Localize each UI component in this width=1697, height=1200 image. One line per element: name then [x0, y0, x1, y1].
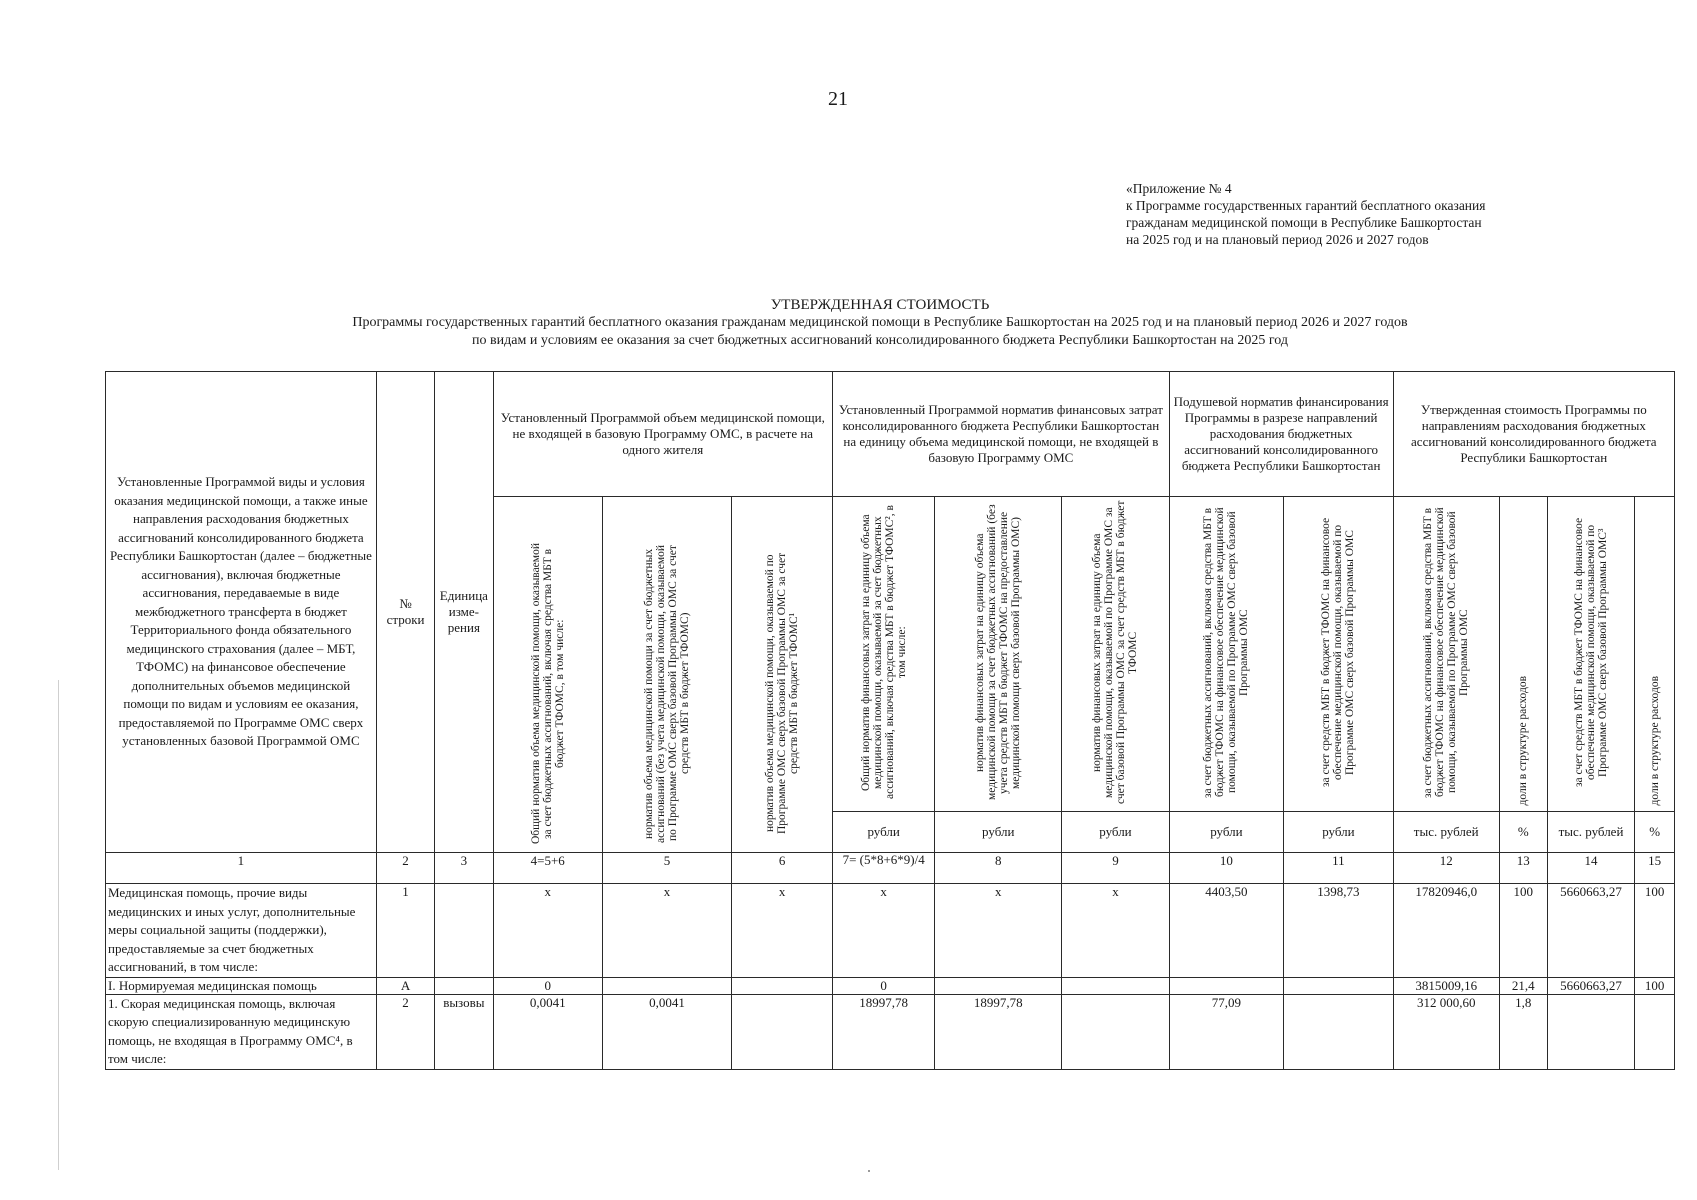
header-col-15: доли в структуре расходов	[1635, 497, 1675, 812]
cell-c12: 312 000,60	[1393, 994, 1499, 1069]
column-numbering-row	[106, 853, 1675, 884]
cell-c6	[732, 994, 833, 1069]
appendix-line: «Приложение № 4	[1126, 181, 1232, 196]
header-col-7: Общий норматив финансовых затрат на единицу объема медицинской помощи, оказываемой за счет бюджетных ассигнований, включая средства МБТ в бюджет ТФОМС², в том числе:	[833, 497, 935, 812]
unit-col-13: %	[1499, 812, 1547, 853]
column-number: 15	[1635, 853, 1675, 884]
unit-col-15: %	[1635, 812, 1675, 853]
header-group-cost: Утвержденная стоимость Программы по направлениям расходования бюджетных ассигнований консолидированного бюджета Республики Башкортостан	[1393, 372, 1674, 497]
cell-c12: 17820946,0	[1393, 884, 1499, 978]
row-line-number: 2	[376, 994, 434, 1069]
table-row	[106, 884, 1675, 978]
cell-c6: х	[732, 884, 833, 978]
cell-c5: х	[602, 884, 731, 978]
cell-c13: 21,4	[1499, 977, 1547, 994]
cell-c10	[1169, 977, 1284, 994]
cell-c9	[1062, 994, 1169, 1069]
cell-c5: 0,0041	[602, 994, 731, 1069]
column-number: 13	[1499, 853, 1547, 884]
cell-c14	[1547, 994, 1635, 1069]
cell-c13: 1,8	[1499, 994, 1547, 1069]
header-col-5: норматив объема медицинской помощи за счет бюджетных ассигнований (без учета медицинской помощи, оказываемой по Программе ОМС сверх базовой Программы ОМС за счет средств МБТ в бюджет ТФОМС)	[602, 497, 731, 853]
column-number: 1	[106, 853, 377, 884]
cell-c10: 77,09	[1169, 994, 1284, 1069]
cell-c11	[1284, 994, 1393, 1069]
header-col-10: за счет бюджетных ассигнований, включая средства МБТ в бюджет ТФОМС на финансовое обеспечение медицинской помощи, оказываемой по Программе ОМС сверх базовой Программы ОМС	[1169, 497, 1284, 812]
cell-c8: 18997,78	[935, 994, 1062, 1069]
row-line-number: 1	[376, 884, 434, 978]
column-number: 4=5+6	[493, 853, 602, 884]
cell-c6	[732, 977, 833, 994]
cell-c12: 3815009,16	[1393, 977, 1499, 994]
table-row	[106, 994, 1675, 1069]
scan-margin-line	[58, 680, 59, 1170]
unit-col-9: рубли	[1062, 812, 1169, 853]
column-number: 3	[435, 853, 493, 884]
column-number: 10	[1169, 853, 1284, 884]
header-col-1: Установленные Программой виды и условия оказания медицинской помощи, а также иные направления расходования бюджетных ассигнований консолидированного бюджета Республики Башкортостан (далее – бюджетные ассигнования), включая бюджетные ассигнования, передаваемые в виде межбюджетного трансферта в бюджет Территориального фонда обязательного медицинского страхования (далее – МБТ, ТФОМС) на финансовое обеспечение дополнительных объемов медицинской помощи по видам и условиям ее оказания, предоставляемой по Программе ОМС сверх установленных базовой Программой ОМС	[106, 372, 377, 853]
appendix-note	[1126, 180, 1485, 248]
row-name: Медицинская помощь, прочие виды медицинских и иных услуг, дополнительные меры социальной защиты (поддержки), предоставляемые за счет бюджетных ассигнований, в том числе:	[106, 884, 377, 978]
row-unit	[435, 977, 493, 994]
cell-c4: х	[493, 884, 602, 978]
cell-c14: 5660663,27	[1547, 884, 1635, 978]
scan-speck	[868, 1170, 870, 1172]
document-subtitle: Программы государственных гарантий бесплатного оказания гражданам медицинской помощи в Республике Башкортостан на 2025 год и на плановый период 2026 и 2027 годов	[352, 315, 1408, 330]
column-number: 5	[602, 853, 731, 884]
cell-c5	[602, 977, 731, 994]
column-number: 11	[1284, 853, 1393, 884]
cell-c9	[1062, 977, 1169, 994]
column-number: 12	[1393, 853, 1499, 884]
cost-table	[105, 371, 1675, 1070]
page-number: 21	[828, 88, 848, 110]
document-title: УТВЕРЖДЕННАЯ СТОИМОСТЬ	[770, 297, 990, 313]
row-line-number: А	[376, 977, 434, 994]
cell-c7: х	[833, 884, 935, 978]
cell-c15: 100	[1635, 884, 1675, 978]
column-number: 14	[1547, 853, 1635, 884]
cell-c15: 100	[1635, 977, 1675, 994]
cell-c15	[1635, 994, 1675, 1069]
header-col-14: за счет средств МБТ в бюджет ТФОМС на финансовое обеспечение медицинской помощи, оказываемой по Программе ОМС сверх базовой Программы ОМС³	[1547, 497, 1635, 812]
header-row-groups	[106, 372, 1675, 497]
header-group-percapita: Подушевой норматив финансирования Программы в разрезе направлений расходования бюджетных ассигнований консолидированного бюджета Республики Башкортостан	[1169, 372, 1393, 497]
row-unit: вызовы	[435, 994, 493, 1069]
cell-c8: х	[935, 884, 1062, 978]
header-col-11: за счет средств МБТ в бюджет ТФОМС на финансовое обеспечение медицинской помощи, оказываемой по Программе ОМС сверх базовой Программы ОМС	[1284, 497, 1393, 812]
unit-col-12: тыс. рублей	[1393, 812, 1499, 853]
cell-c9: х	[1062, 884, 1169, 978]
column-number: 2	[376, 853, 434, 884]
unit-col-11: рубли	[1284, 812, 1393, 853]
cell-c10: 4403,50	[1169, 884, 1284, 978]
column-number: 7= (5*8+6*9)/4	[833, 853, 935, 884]
header-col-2: № строки	[376, 372, 434, 853]
cell-c11	[1284, 977, 1393, 994]
column-number: 6	[732, 853, 833, 884]
unit-col-14: тыс. рублей	[1547, 812, 1635, 853]
appendix-line: гражданам медицинской помощи в Республике Башкортостан	[1126, 215, 1482, 230]
cell-c4: 0,0041	[493, 994, 602, 1069]
cell-c7: 0	[833, 977, 935, 994]
column-number: 9	[1062, 853, 1169, 884]
column-number: 8	[935, 853, 1062, 884]
row-name: 1. Скорая медицинская помощь, включая скорую специализированную медицинскую помощь, не входящая в Программу ОМС⁴, в том числе:	[106, 994, 377, 1069]
cell-c14: 5660663,27	[1547, 977, 1635, 994]
header-col-12: за счет бюджетных ассигнований, включая средства МБТ в бюджет ТФОМС на финансовое обеспечение медицинской помощи, оказываемой по Программе ОМС сверх базовой Программы ОМС	[1393, 497, 1499, 812]
header-col-8: норматив финансовых затрат на единицу объема медицинской помощи за счет бюджетных ассигнований (без учета средств МБТ в бюджет ТФОМС на предоставление медицинской помощи сверх базовой Программы ОМС)	[935, 497, 1062, 812]
cell-c4: 0	[493, 977, 602, 994]
header-col-6: норматив объема медицинской помощи, оказываемой по Программе ОМС сверх базовой Программы ОМС за счет средств МБТ в бюджет ТФОМС¹	[732, 497, 833, 853]
unit-col-7: рубли	[833, 812, 935, 853]
row-name: I. Нормируемая медицинская помощь	[106, 977, 377, 994]
row-unit	[435, 884, 493, 978]
cell-c13: 100	[1499, 884, 1547, 978]
table-row	[106, 977, 1675, 994]
header-col-4: Общий норматив объема медицинской помощи, оказываемой за счет бюджетных ассигнований, включая средства МБТ в бюджет ТФОМС, в том числе:	[493, 497, 602, 853]
unit-col-8: рубли	[935, 812, 1062, 853]
cell-c7: 18997,78	[833, 994, 935, 1069]
document-subtitle-2: по видам и условиям ее оказания за счет бюджетных ассигнований консолидированного бюджета Республики Башкортостан на 2025 год	[472, 333, 1288, 348]
header-col-3: Единица изме-рения	[435, 372, 493, 853]
cell-c11: 1398,73	[1284, 884, 1393, 978]
cell-c8	[935, 977, 1062, 994]
header-col-9: норматив финансовых затрат на единицу объема медицинской помощи, оказываемой по Программе ОМС за счет базовой Программы ОМС за счет средств МБТ в бюджет ТФОМС	[1062, 497, 1169, 812]
appendix-line: на 2025 год и на плановый период 2026 и 2027 годов	[1126, 232, 1429, 247]
appendix-line: к Программе государственных гарантий бесплатного оказания	[1126, 198, 1486, 213]
header-col-13: доли в структуре расходов	[1499, 497, 1547, 812]
unit-col-10: рубли	[1169, 812, 1284, 853]
header-group-norm: Установленный Программой норматив финансовых затрат консолидированного бюджета Республики Башкортостан на единицу объема медицинской помощи, не входящей в базовую Программу ОМС	[833, 372, 1170, 497]
header-group-volume: Установленный Программой объем медицинской помощи, не входящей в базовую Программу ОМС, в расчете на одного жителя	[493, 372, 833, 497]
